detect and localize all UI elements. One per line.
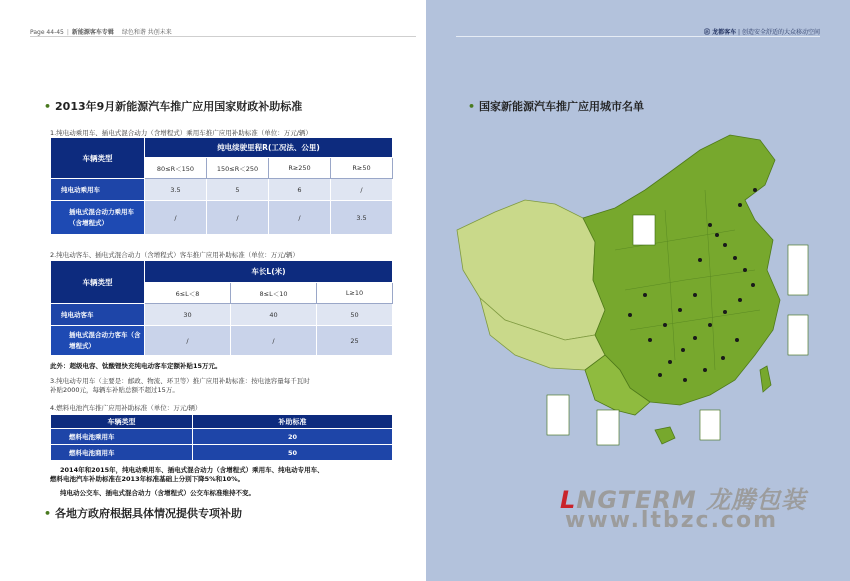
table-row: [51, 445, 393, 461]
table1-caption: 1.纯电动乘用车、插电式混合动力（含增程式）乘用车推广应用补助标准（单位：万元/辆）: [50, 129, 312, 137]
table3-row-label: 燃料电池商用车: [51, 445, 193, 461]
brand-name: ㊣ 龙都客车: [704, 29, 737, 36]
page-number: Page 44-45: [30, 29, 64, 36]
watermark-url: www.ltbzc.com: [565, 508, 779, 533]
table1-cell: 6: [269, 179, 331, 201]
table3-cell: 50: [193, 445, 393, 461]
table-row: [51, 201, 393, 235]
table1-row-label: 插电式混合动力乘用车（含增程式）: [51, 201, 145, 235]
section2-title: • 各地方政府根据具体情况提供专项补助: [44, 507, 243, 520]
china-map-illustration: [455, 130, 825, 450]
table1-row-label: 纯电动乘用车: [51, 179, 145, 201]
table1-group-header: 纯电续驶里程R(工况法、公里): [145, 138, 393, 158]
note3-line2: 补贴2000元，每辆车补贴总额不超过15万。: [50, 386, 179, 394]
table-row: [51, 326, 393, 356]
header-right: ㊣ 龙都客车 | 创造安全舒适的大众移动空间: [704, 29, 820, 36]
table3: [50, 414, 393, 461]
header-divider-right: [456, 36, 820, 37]
map-island-hainan: [655, 427, 675, 444]
table3-val-header: 补助标准: [193, 415, 393, 429]
table2-row-label: 纯电动客车: [51, 304, 145, 326]
map-region-west: [457, 200, 605, 340]
table-row: [51, 429, 393, 445]
table1-subheader: R≥250: [269, 158, 331, 179]
table-row: [51, 304, 393, 326]
table3-caption: 4.燃料电池汽车推广应用补助标准（单位：万元/辆）: [50, 404, 202, 412]
section3-title: • 国家新能源汽车推广应用城市名单: [468, 100, 645, 113]
table1-cell: /: [269, 201, 331, 235]
note-supercap: 此外：超级电容、钛酸锂快充纯电动客车定额补贴15万元。: [50, 362, 222, 370]
table-row: [51, 179, 393, 201]
table1-subheader: 150≤R＜250: [207, 158, 269, 179]
table1-cell: /: [145, 201, 207, 235]
table1-cell: 3.5: [331, 201, 393, 235]
para-line2: 燃料电池汽车补助标准在2013年标准基础上分别下降5%和10%。: [50, 475, 245, 483]
header-divider: [30, 36, 416, 37]
table3-col-header: 车辆类型: [51, 415, 193, 429]
table2-cell: /: [145, 326, 231, 356]
para-line3: 纯电动公交车、插电式混合动力（含增程式）公交车标准维持不变。: [60, 489, 255, 497]
table2: [50, 260, 393, 356]
table1-cell: /: [207, 201, 269, 235]
note3-line1: 3.纯电动专用车（主要是：邮政、物流、环卫等）推广应用补助标准：按电池容量每千瓦时: [50, 377, 310, 385]
table2-subheader: 8≤L＜10: [231, 283, 317, 304]
table2-subheader: 6≤L＜8: [145, 283, 231, 304]
para-line1: 2014年和2015年，纯电动乘用车、插电式混合动力（含增程式）乘用车、纯电动专用车、: [60, 466, 324, 474]
table2-cell: 25: [317, 326, 393, 356]
table2-col-header: 车辆类型: [51, 261, 145, 304]
section1-title: • 2013年9月新能源汽车推广应用国家财政补助标准: [44, 100, 303, 113]
table1-subheader: 80≤R＜150: [145, 158, 207, 179]
table2-row-label: 插电式混合动力客车（含增程式）: [51, 326, 145, 356]
table3-row-label: 燃料电池乘用车: [51, 429, 193, 445]
brand-slogan: 创造安全舒适的大众移动空间: [741, 29, 820, 36]
table1: [50, 137, 393, 235]
table2-cell: 40: [231, 304, 317, 326]
table1-col-header: 车辆类型: [51, 138, 145, 179]
table1-cell: /: [331, 179, 393, 201]
table2-cell: 30: [145, 304, 231, 326]
header-section: 新能源客车专辑: [71, 29, 114, 36]
table2-group-header: 车长L(米): [145, 261, 393, 283]
table1-subheader: R≥50: [331, 158, 393, 179]
header-slogan: 绿色和谐 共创未来: [121, 29, 172, 36]
table1-cell: 5: [207, 179, 269, 201]
table1-cell: 3.5: [145, 179, 207, 201]
watermark-logo: LNGTERM 龙腾包装: [560, 486, 807, 514]
header-left: Page 44-45 | 新能源客车专辑 绿色和谐 共创未来: [30, 29, 172, 36]
table2-cell: 50: [317, 304, 393, 326]
table2-cell: /: [231, 326, 317, 356]
table3-cell: 20: [193, 429, 393, 445]
table2-subheader: L≥10: [317, 283, 393, 304]
map-island-taiwan: [760, 366, 771, 392]
table2-caption: 2.纯电动客车、插电式混合动力（含增程式）客车推广应用补助标准（单位：万元/辆）: [50, 251, 299, 259]
